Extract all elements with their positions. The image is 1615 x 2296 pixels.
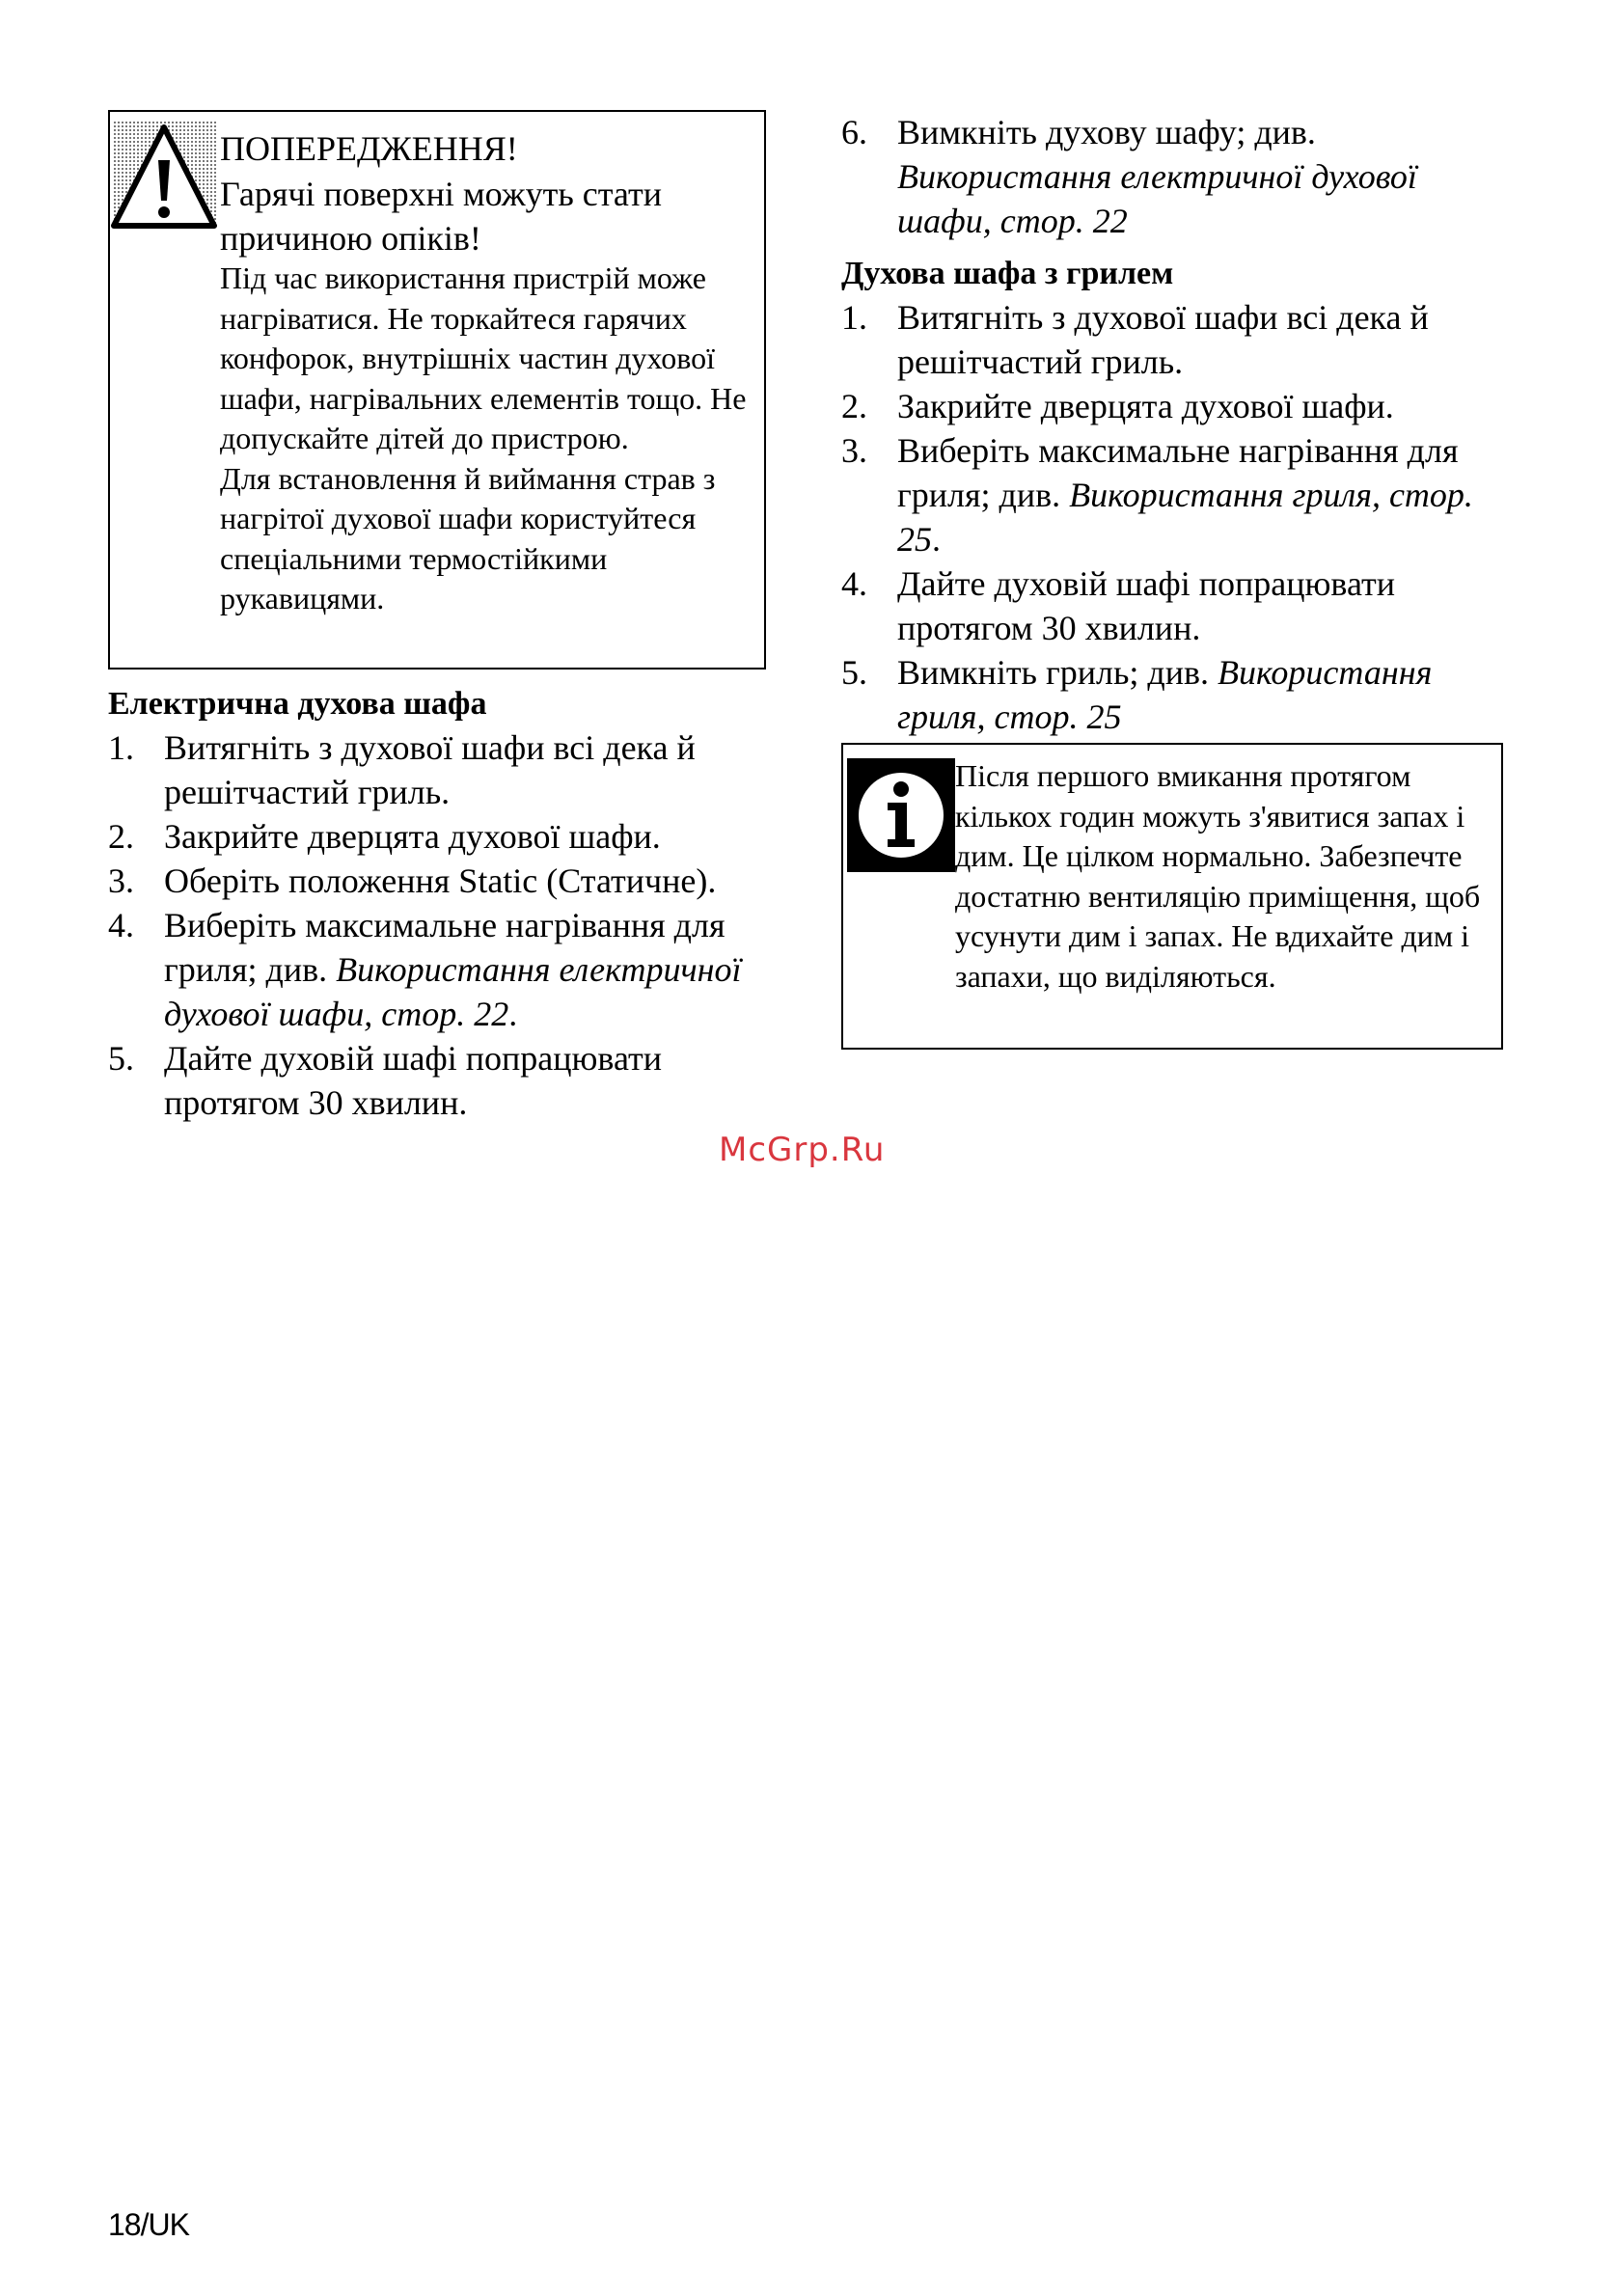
section-heading-electric-oven: Електрична духова шафа — [108, 686, 487, 722]
electric-oven-steps-continued — [841, 110, 1507, 243]
list-item: 4. Дайте духовій шафі попрацювати протягом 30 хвилин. — [841, 564, 1395, 647]
list-item: 1. Витягніть з духової шафи всі дека й решітчастий гриль. — [841, 298, 1429, 381]
cross-reference: Використання електричної духової шафи, стор. 22 — [897, 157, 1417, 240]
electric-oven-steps — [108, 725, 783, 1125]
warning-lead: Гарячі поверхні можуть стати причиною опіків! — [220, 175, 662, 258]
cross-reference: Використання електричної духової шафи, стор. 22 — [164, 950, 742, 1033]
warning-paragraph: Під час використання пристрій може нагріватися. Не торкайтеся гарячих конфорок, внутрішніх частин духової шафи, нагрівальних елементів тощо. Не допускайте дітей до пристрою. — [220, 260, 747, 455]
grill-oven-steps — [841, 295, 1517, 739]
page-number: 18/UK — [108, 2207, 189, 2242]
list-item: 4. Виберіть максимальне нагрівання для гриля; див. Використання електричної духової шафи, стор. 22. — [108, 906, 742, 1033]
section-heading-grill-oven: Духова шафа з грилем — [841, 256, 1174, 291]
warning-paragraph: Для встановлення й виймання страв з нагрітої духової шафи користуйтеся спеціальними термостійкими рукавицями. — [220, 460, 716, 615]
cross-reference: Використання гриля, стор. 25 — [897, 653, 1433, 736]
warning-body — [220, 259, 760, 619]
list-item: 2. Закрийте дверцята духової шафи. — [841, 387, 1394, 425]
list-item: 6. Вимкніть духову шафу; див. Використання електричної духової шафи, стор. 22 — [841, 113, 1417, 240]
list-item: 1. Витягніть з духової шафи всі дека й решітчастий гриль. — [108, 728, 696, 811]
list-item: 2. Закрийте дверцята духової шафи. — [108, 817, 661, 856]
cross-reference: Використання гриля, стор. 25 — [897, 476, 1473, 559]
info-box — [841, 743, 1503, 1050]
warning-title: ПОПЕРЕДЖЕННЯ! — [220, 129, 518, 168]
info-text: Після першого вмикання протягом кількох годин можуть з'явитися запах і дим. Це цілком нормально. Забезпечте достатню вентиляцію приміщення, щоб усунути дим і запах. Не вдихайте дим і запахи, що виділяються. — [955, 758, 1481, 994]
warning-box — [108, 110, 766, 670]
list-item: 5. Дайте духовій шафі попрацювати протягом 30 хвилин. — [108, 1039, 662, 1122]
list-item: 5. Вимкніть гриль; див. Використання гриля, стор. 25 — [841, 653, 1433, 736]
warning-triangle-icon — [110, 122, 218, 241]
list-item: 3. Оберіть положення Static (Статичне). — [108, 861, 717, 900]
list-item: 3. Виберіть максимальне нагрівання для гриля; див. Використання гриля, стор. 25. — [841, 431, 1473, 559]
info-icon — [847, 758, 955, 872]
watermark: McGrp.Ru — [719, 1131, 886, 1169]
